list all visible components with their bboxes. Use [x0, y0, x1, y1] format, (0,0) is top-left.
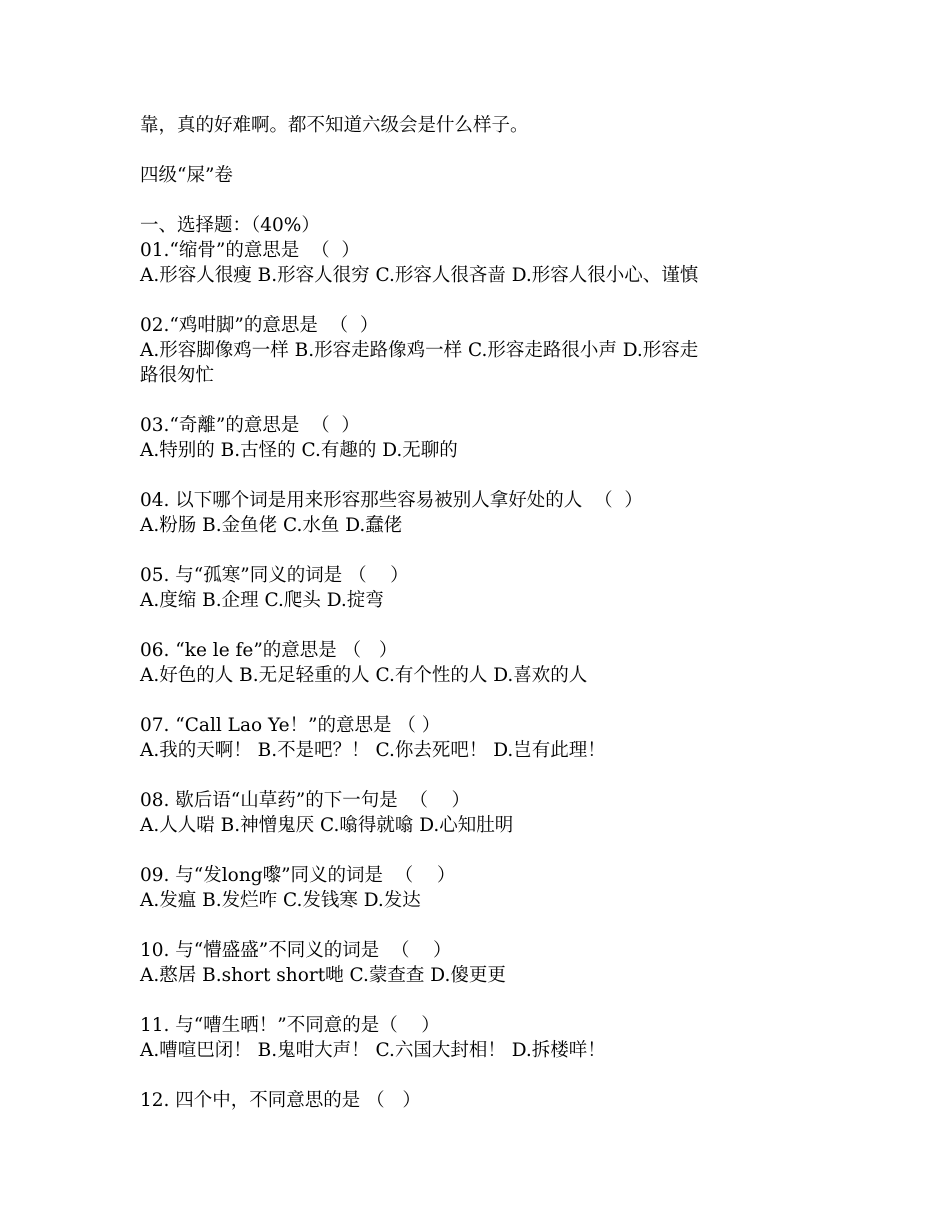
- question-options: A.好色的人 B.无足轻重的人 C.有个性的人 D.喜欢的人: [140, 665, 588, 686]
- question-12: [140, 1088, 812, 1113]
- question-options: A.嘈喧巴闭！ B.鬼咁大声！ C.六国大封相！ D.拆楼咩！: [140, 1040, 606, 1061]
- question-options: A.特别的 B.古怪的 C.有趣的 D.无聊的: [140, 440, 458, 461]
- question-stem: 04. 以下哪个词是用来形容那些容易被别人拿好处的人 （ ）: [140, 490, 643, 511]
- question-stem: 05. 与“孤寒”同义的词是 （ ）: [140, 565, 409, 586]
- intro-line: 靠，真的好难啊。都不知道六级会是什么样子。: [140, 115, 529, 136]
- question-stem: 07. “Call Lao Ye！”的意思是 （ ）: [140, 715, 441, 736]
- question-stem: 09. 与“发long嚟”同义的词是 （ ）: [140, 865, 456, 886]
- question-options: A.我的天啊！ B.不是吧？！ C.你去死吧！ D.岂有此理！: [140, 740, 606, 761]
- question-11: [140, 1013, 812, 1063]
- question-06: [140, 638, 812, 688]
- question-stem: 11. 与“嘈生晒！”不同意的是（ ）: [140, 1015, 440, 1036]
- question-08: [140, 788, 812, 838]
- question-options-continued: 路很匆忙: [140, 365, 215, 386]
- question-03: [140, 413, 812, 463]
- document-title: 四级“屎”卷: [140, 165, 233, 186]
- question-02: [140, 313, 812, 388]
- question-options: A.形容人很瘦 B.形容人很穷 C.形容人很吝啬 D.形容人很小心、谨慎: [140, 265, 699, 286]
- question-options: A.度缩 B.企理 C.爬头 D.掟弯: [140, 590, 384, 611]
- question-stem: 03.“奇離”的意思是 （ ）: [140, 415, 360, 436]
- document-page: [140, 113, 812, 1113]
- question-options: A.人人啱 B.神憎鬼厌 C.噏得就噏 D.心知肚明: [140, 815, 514, 836]
- question-10: [140, 938, 812, 988]
- question-options: A.发瘟 B.发烂咋 C.发钱寒 D.发达: [140, 890, 421, 911]
- question-options: A.形容脚像鸡一样 B.形容走路像鸡一样 C.形容走路很小声 D.形容走: [140, 340, 699, 361]
- question-01: [140, 238, 812, 288]
- question-stem: 12. 四个中，不同意思的是 （ ）: [140, 1090, 421, 1111]
- question-05: [140, 563, 812, 613]
- question-options: A.憨居 B.short short哋 C.蒙查查 D.傻更更: [140, 965, 506, 986]
- question-04: [140, 488, 812, 538]
- question-stem: 02.“鸡咁脚”的意思是 （ ）: [140, 315, 379, 336]
- section-heading: 一、选择题：（40%）: [140, 215, 320, 236]
- question-07: [140, 713, 812, 763]
- question-options: A.粉肠 B.金鱼佬 C.水鱼 D.蠢佬: [140, 515, 403, 536]
- question-stem: 10. 与“懵盛盛”不同义的词是 （ ）: [140, 940, 452, 961]
- question-09: [140, 863, 812, 913]
- question-stem: 01.“缩骨”的意思是 （ ）: [140, 240, 360, 261]
- question-stem: 06. “ke le fe”的意思是 （ ）: [140, 640, 398, 661]
- question-stem: 08. 歇后语“山草药”的下一句是 （ ）: [140, 790, 471, 811]
